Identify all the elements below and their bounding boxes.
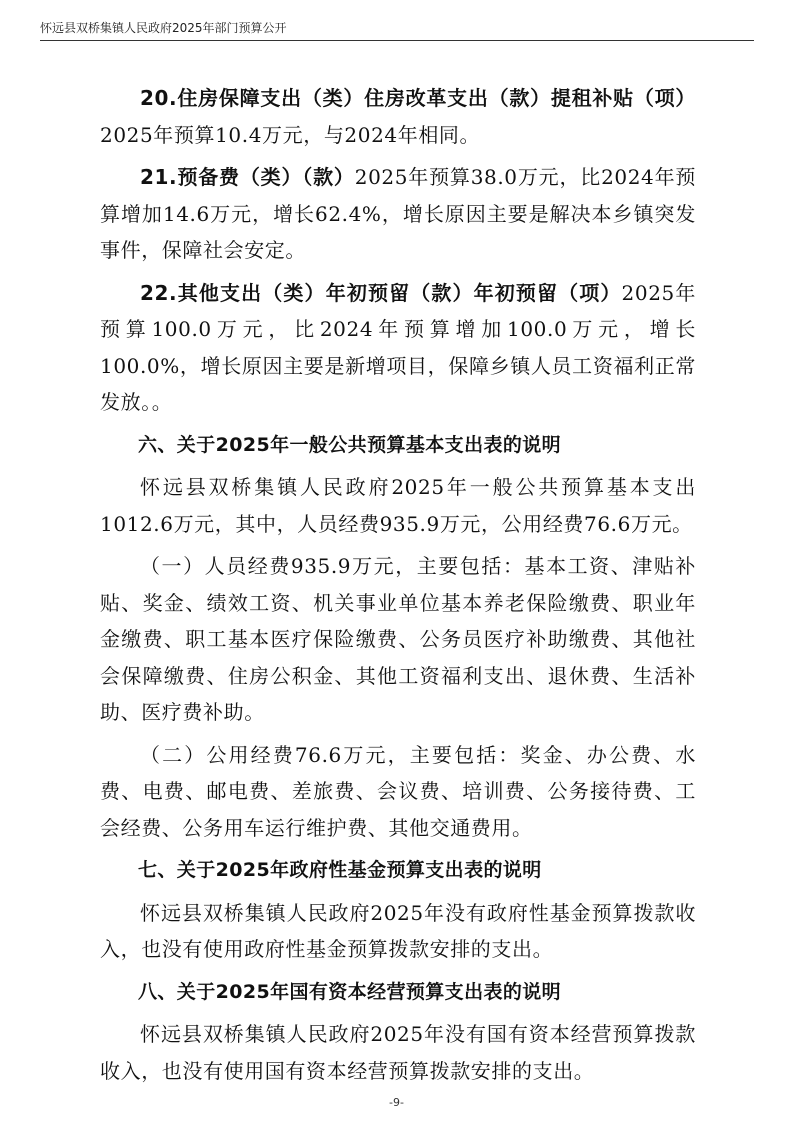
header-divider bbox=[40, 40, 754, 41]
budget-item-20 bbox=[100, 80, 696, 153]
section-6-public-expenses: （二）公用经费76.6万元，主要包括：奖金、办公费、水费、电费、邮电费、差旅费、会议费、培训费、公务接待费、工会经费、公务用车运行维护费、其他交通费用。 bbox=[100, 742, 696, 840]
budget-item-label: 20.住房保障支出（类）住房改革支出（款）提租补贴（项） bbox=[140, 86, 696, 110]
section-8-heading: 八、关于2025年国有资本经营预算支出表的说明 bbox=[138, 980, 562, 1003]
section-8-text: 怀远县双桥集镇人民政府2025年没有国有资本经营预算拨款收入，也没有使用国有资本经营预算拨款安排的支出。 bbox=[100, 1022, 696, 1083]
document-body bbox=[100, 80, 696, 1095]
budget-item-label: 21.预备费（类）（款） bbox=[140, 165, 355, 189]
section-6-personnel-expenses: （一）人员经费935.9万元，主要包括：基本工资、津贴补贴、奖金、绩效工资、机关事业单位基本养老保险缴费、职业年金缴费、职工基本医疗保险缴费、公务员医疗补助缴费、其他社会保障缴费、住房公积金、其他工资福利支出、退休费、生活补助、医疗费补助。 bbox=[100, 554, 696, 724]
section-7-heading: 七、关于2025年政府性基金预算支出表的说明 bbox=[138, 859, 542, 881]
budget-item-text: 2025年预算38.0万元，比2024年预算增加14.6万元，增长62.4%，增长原因主要是解决本乡镇突发事件，保障社会安定。 bbox=[100, 165, 696, 262]
budget-item-label: 22.其他支出（类）年初预留（款）年初预留（项） bbox=[140, 280, 622, 305]
budget-item-text: 2025年预算100.0万元，比2024年预算增加100.0万元，增长100.0%，增长原因主要是新增项目，保障乡镇人员工资福利正常发放。。 bbox=[100, 280, 696, 414]
budget-item-text: 2025年预算10.4万元，与2024年相同。 bbox=[100, 122, 481, 147]
section-6-heading: 六、关于2025年一般公共预算基本支出表的说明 bbox=[138, 433, 562, 456]
document-header: 怀远县双桥集镇人民政府2025年部门预算公开 bbox=[40, 21, 287, 35]
budget-item-21 bbox=[100, 159, 696, 269]
page-number: -9- bbox=[389, 1096, 404, 1109]
section-6-intro: 怀远县双桥集镇人民政府2025年一般公共预算基本支出1012.6万元，其中，人员经费935.9万元，公用经费76.6万元。 bbox=[100, 475, 696, 536]
section-7-text: 怀远县双桥集镇人民政府2025年没有政府性基金预算拨款收入，也没有使用政府性基金预算拨款安排的支出。 bbox=[100, 900, 696, 961]
budget-item-22 bbox=[100, 275, 696, 421]
